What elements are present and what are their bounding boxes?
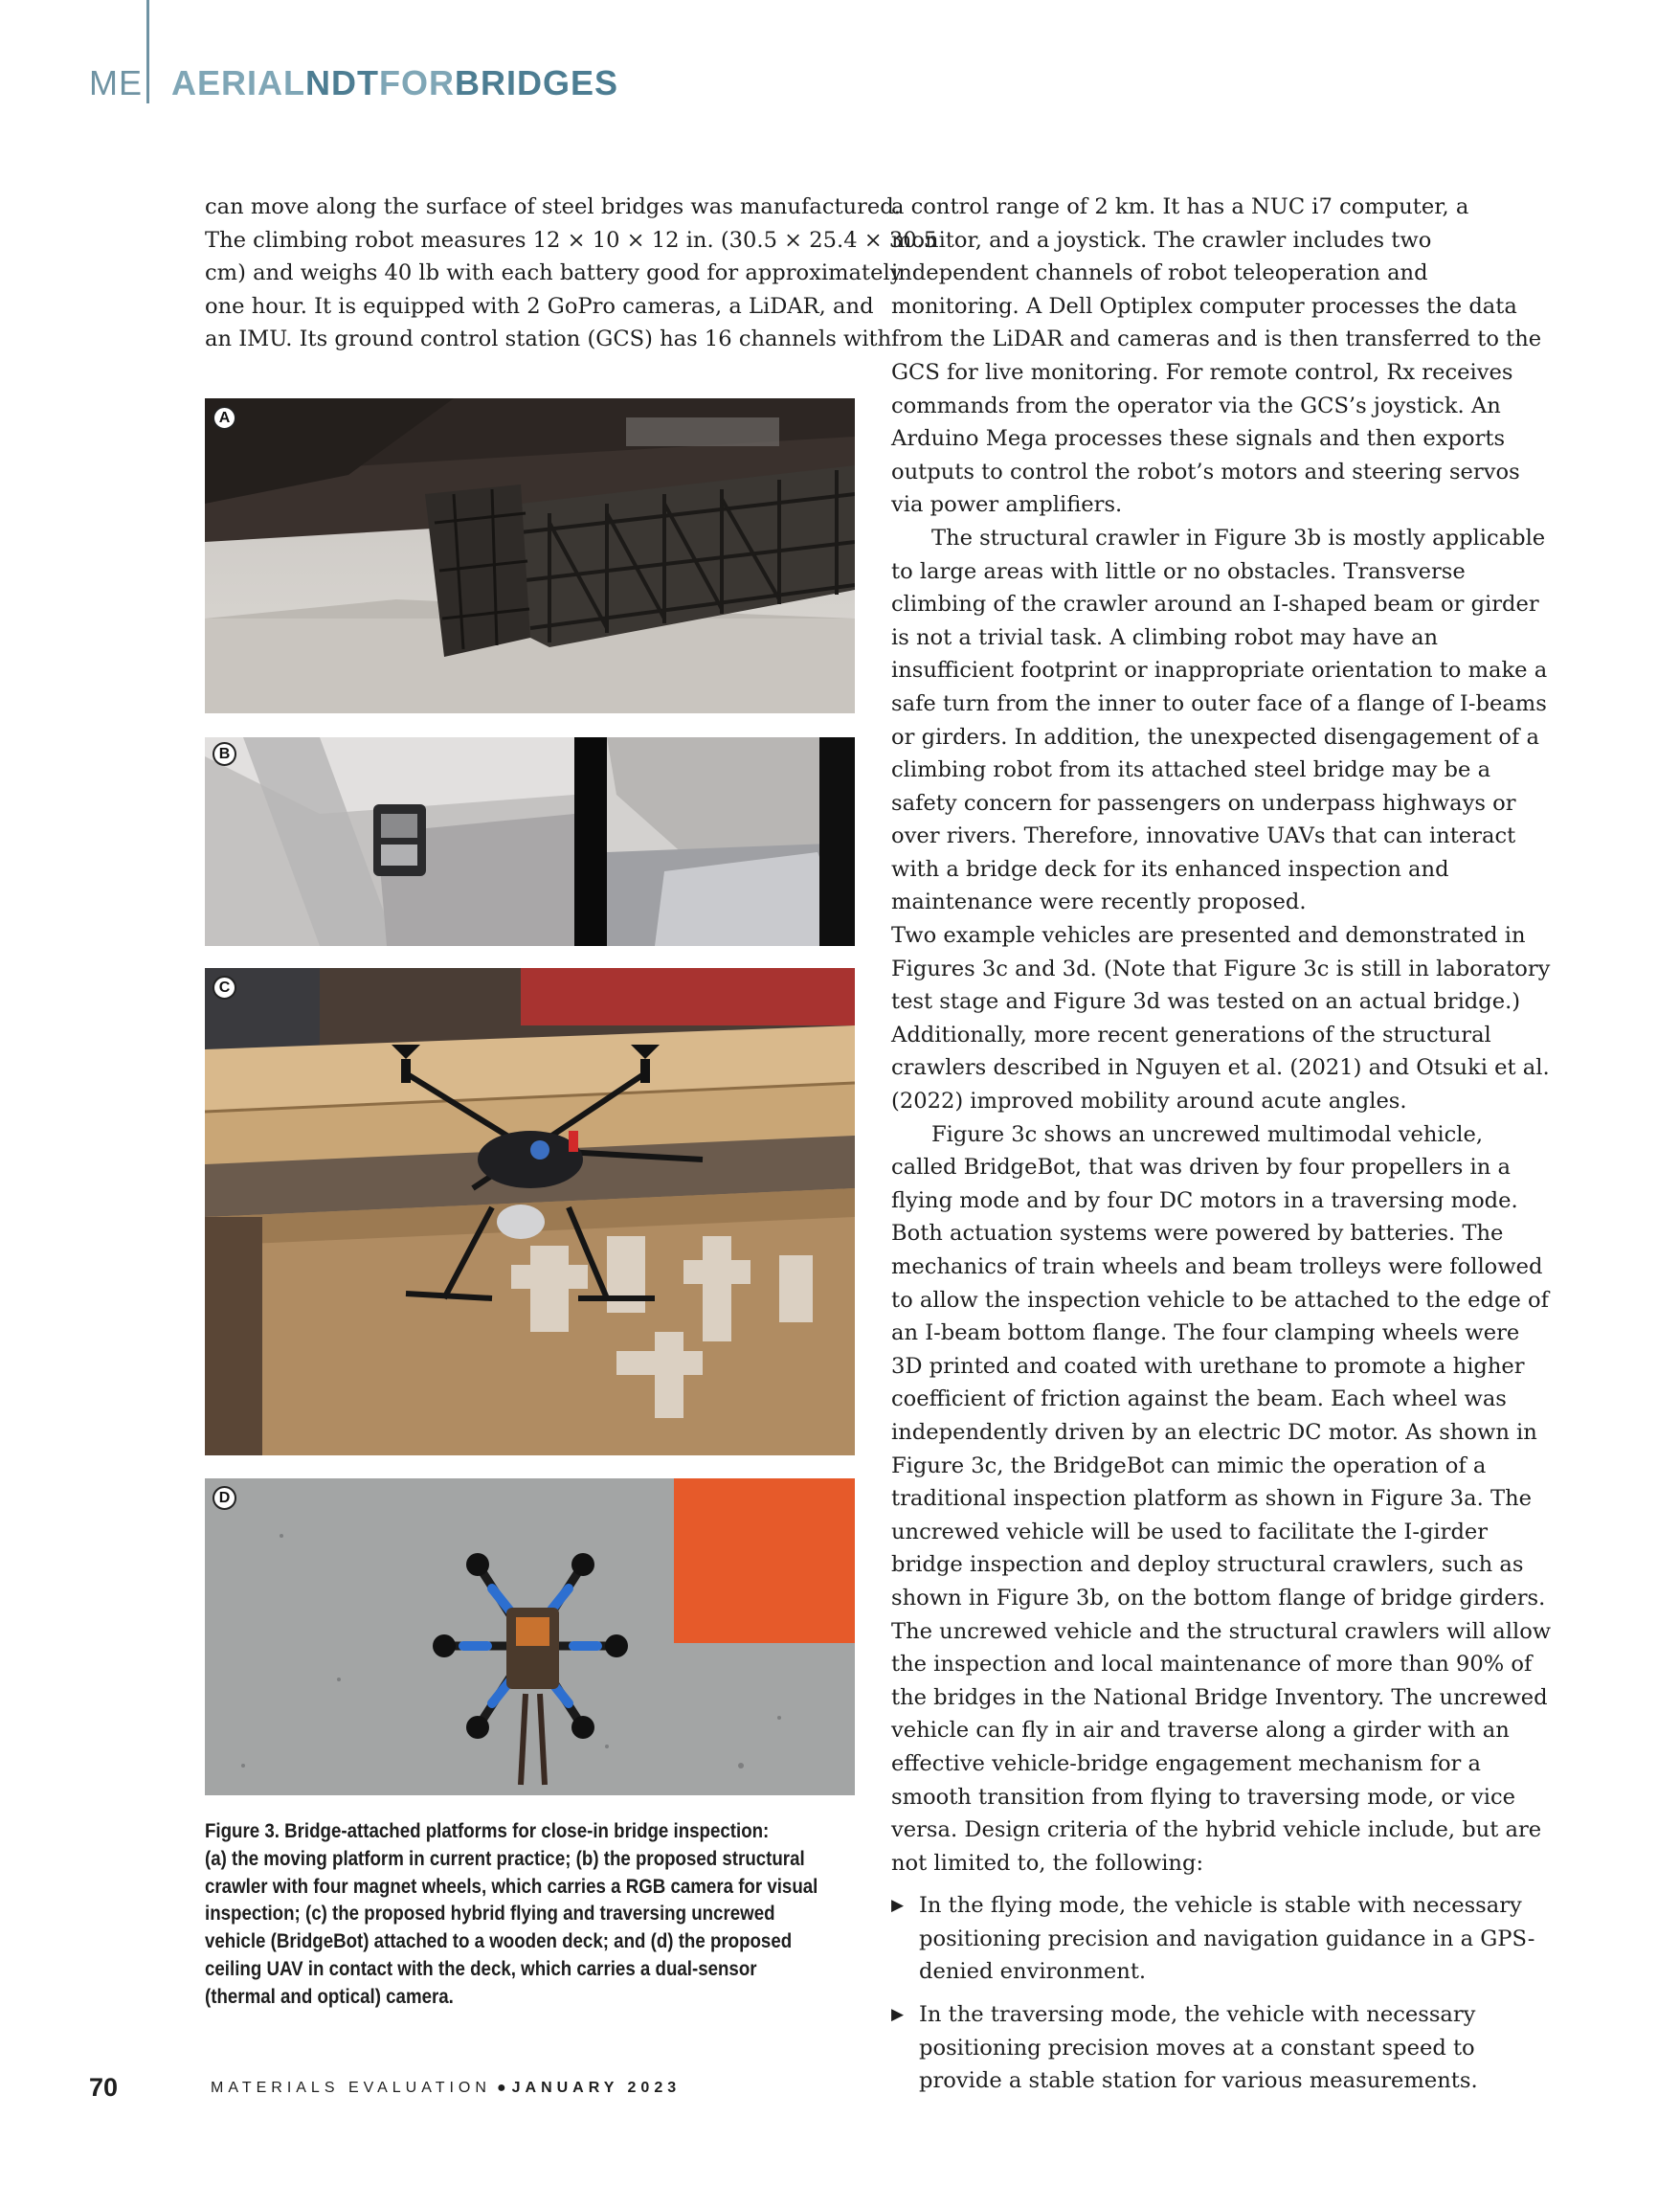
list-item: ▶ In the traversing mode, the vehicle with necessary positioning precision moves at a constant speed to provide a stable station for various measurements. (891, 1998, 1552, 2098)
figure-label-a: A (213, 406, 236, 430)
footer-bullet: ● (496, 2080, 506, 2096)
list-item: ▶ In the flying mode, the vehicle is stable with necessary positioning precision and navigation guidance in a GPS-denied environment. (891, 1889, 1552, 1989)
figure-3d-photo (205, 1478, 855, 1795)
running-header (89, 63, 618, 103)
section-label: ME (89, 63, 143, 102)
left-text-line: an IMU. Its ground control station (GCS) has 16 channels with (205, 327, 892, 352)
caption-line: crawler with four magnet wheels, which carries a RGB camera for visual (205, 1874, 818, 1898)
header-title-part3: FOR (379, 63, 455, 102)
page-number: 70 (89, 2073, 119, 2102)
header-title-part4: BRIDGES (455, 63, 619, 102)
issue-date: JANUARY 2023 (511, 2080, 682, 2096)
body-paragraph: Figure 3c shows an uncrewed multimodal vehicle, called BridgeBot, that was driven by four propellers in a flying mode and by four DC motors in a traversing mode. Both actuation systems were powered by batteries. The mechanics of train wheels and beam trolleys were followed to allow the inspection vehicle to be attached to the edge of an I-beam bottom flange. The four clamping wheels were 3D printed and coated with urethane to promote a higher coefficient of friction against the beam. Each wheel was independently driven by an electric DC motor. As shown in Figure 3c, the BridgeBot can mimic the operation of a traditional inspection platform as shown in Figure 3a. The uncrewed vehicle will be used to facilitate the I-girder bridge inspection and deploy structural crawlers, such as shown in Figure 3b, on the bottom flange of bridge girders. The uncrewed vehicle and the structural crawlers will allow the inspection and local maintenance of more than 90% of the bridges in the National Bridge Inventory. The uncrewed vehicle can fly in air and traverse along a girder with an effective vehicle-bridge engagement mechanism for a smooth transition from flying to traversing mode, or vice versa. Design criteria of the hybrid vehicle include, but are not limited to, the following: (891, 1121, 1552, 1876)
figure-3b-photo (205, 737, 855, 946)
header-title-part2: NDT (305, 63, 379, 102)
body-paragraph: The structural crawler in Figure 3b is mostly applicable to large areas with little or no obstacles. Transverse climbing of the crawler around an I-shaped beam or girder is not a trivial task. A climbing robot may have an insufficient footprint or inappropriate orientation to make a safe turn from the inner to outer face of a flange of I-beams or girders. In addition, the unexpected disengagement of a climbing robot from its attached steel bridge may be a safety concern for passengers on underpass highways or over rivers. Therefore, innovative UAVs that can interact with a bridge deck for its enhanced inspection and maintenance were recently proposed. (891, 525, 1548, 915)
journal-footer (211, 2080, 681, 2097)
figure-label-d: D (213, 1486, 236, 1510)
figure-3c-photo (205, 968, 855, 1455)
header-title-part1: AERIAL (171, 63, 305, 102)
design-criteria-list (891, 1889, 1552, 2098)
caption-line: (thermal and optical) camera. (205, 1984, 454, 2008)
right-column-text (891, 191, 1552, 2107)
caption-line: (a) the moving platform in current practice; (b) the proposed structural (205, 1846, 805, 1870)
figure-3-caption (205, 1817, 818, 2011)
figure-3a-photo (205, 398, 855, 713)
journal-name: MATERIALS EVALUATION (211, 2080, 491, 2096)
caption-line: ceiling UAV in contact with the deck, which carries a dual-sensor (205, 1956, 757, 1980)
left-text-line: can move along the surface of steel bridges was manufactured. (205, 194, 901, 219)
left-column-text (205, 191, 938, 356)
figure-label-b: B (213, 742, 236, 766)
left-text-line: The climbing robot measures 12 × 10 × 12 in. (30.5 × 25.4 × 30.5 (205, 227, 938, 253)
body-paragraph: Two example vehicles are presented and demonstrated in Figures 3c and 3d. (Note that Figure 3c is still in laboratory test stage and Figure 3d was tested on an actual bridge.) Additionally, more recent generations of the structural crawlers described in Nguyen et al. (2021) and Otsuki et al. (2022) improved mobility around acute angles. (891, 923, 1551, 1115)
caption-line: Figure 3. Bridge-attached platforms for close-in bridge inspection: (205, 1819, 770, 1842)
caption-line: vehicle (BridgeBot) attached to a wooden deck; and (d) the proposed (205, 1929, 793, 1953)
figure-label-c: C (213, 976, 236, 1000)
caption-line: inspection; (c) the proposed hybrid flying and traversing uncrewed (205, 1902, 775, 1926)
left-text-line: one hour. It is equipped with 2 GoPro cameras, a LiDAR, and (205, 293, 874, 319)
body-paragraph: a control range of 2 km. It has a NUC i7 computer, a monitor, and a joystick. The crawler includes two independent channels of robot teleoperation and monitoring. A Dell Optiplex computer processes the data from the LiDAR and cameras and is then transferred to the GCS for live monitoring. For remote control, Rx receives commands from the operator via the GCS’s joystick. An Arduino Mega processes these signals and then exports outputs to control the robot’s motors and steering servos via power amplifiers. (891, 194, 1542, 518)
left-text-line: cm) and weighs 40 lb with each battery good for approximately (205, 260, 903, 286)
